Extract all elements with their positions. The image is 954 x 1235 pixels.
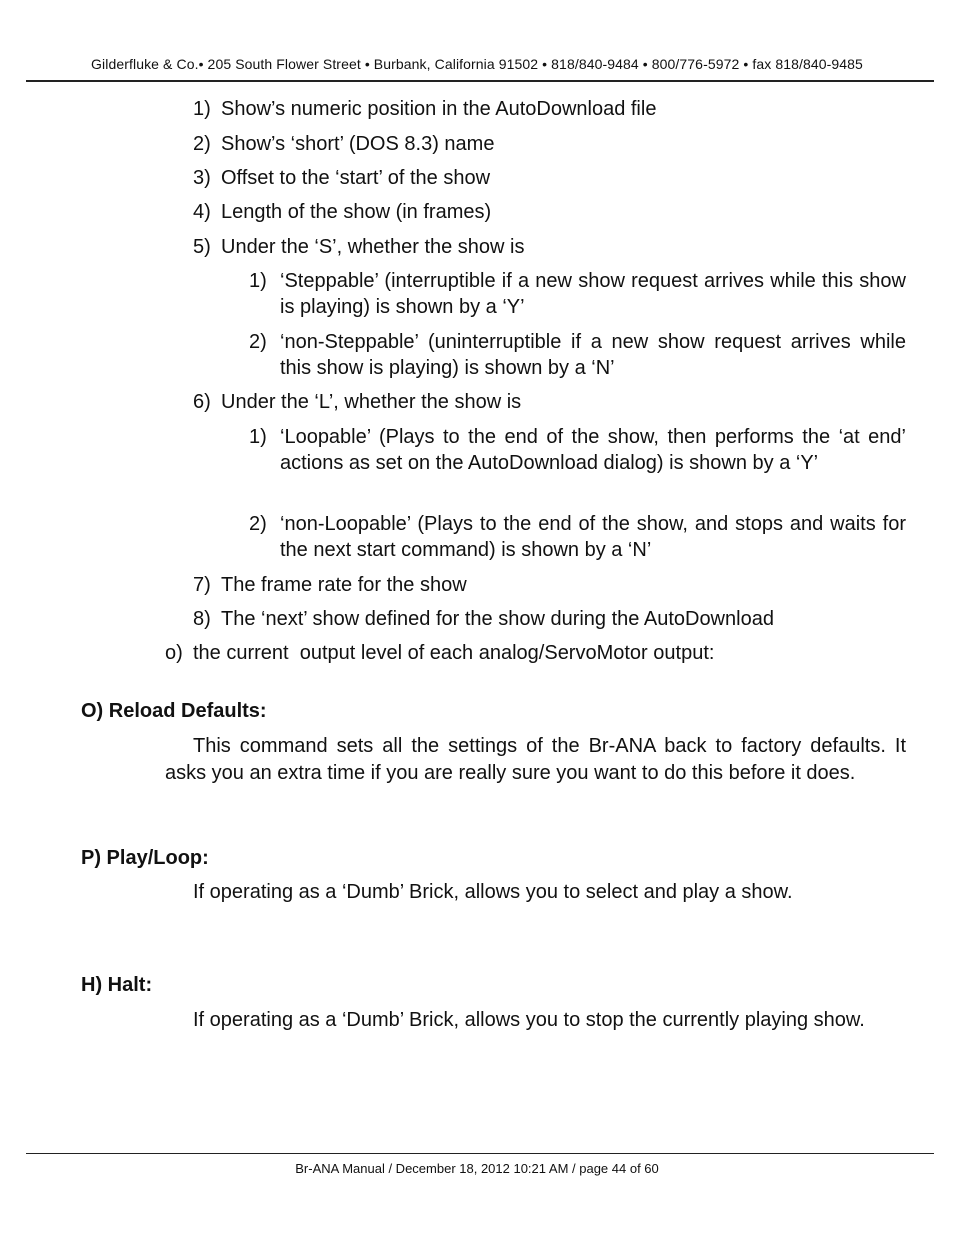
section-heading-reload-defaults: O) Reload Defaults: — [81, 700, 267, 722]
header-rule — [26, 80, 934, 82]
list-text: Under the ‘L’, whether the show is — [221, 391, 522, 413]
page-footer: Br-ANA Manual / December 18, 2012 10:21 AM / page 44 of 60 — [295, 1161, 659, 1176]
section-heading-halt: H) Halt: — [81, 974, 153, 996]
list-text: Length of the show (in frames) — [221, 201, 492, 223]
sub-list-number: 1) — [249, 426, 267, 448]
list-number: 5) — [193, 236, 211, 258]
list-text: The frame rate for the show — [221, 574, 467, 596]
page-header: Gilderfluke & Co.• 205 South Flower Street • Burbank, California 91502 • 818/840-9484 • 800/776-5972 • fax 818/840-9485 — [91, 56, 863, 72]
sub-list-text: ‘Loopable’ (Plays to the end of the show, then performs the ‘at end’ actions as set on the AutoDownload dialog) is shown by a ‘Y’ — [280, 426, 906, 474]
footer-rule — [26, 1153, 934, 1154]
list-text: The ‘next’ show defined for the show during the AutoDownload — [221, 608, 774, 630]
list-text: Offset to the ‘start’ of the show — [221, 167, 491, 189]
list-number: 4) — [193, 201, 211, 223]
list-number: 7) — [193, 574, 211, 596]
list-text: Show’s ‘short’ (DOS 8.3) name — [221, 133, 495, 155]
sub-list-number: 1) — [249, 270, 267, 292]
section-heading-play-loop: P) Play/Loop: — [81, 847, 209, 869]
list-number: 8) — [193, 608, 211, 630]
sub-list-text: ‘Steppable’ (interruptible if a new show request arrives while this show is playing) is shown by a ‘Y’ — [280, 270, 906, 318]
sub-list-number: 2) — [249, 331, 267, 353]
list-text: Under the ‘S’, whether the show is — [221, 236, 525, 258]
list-letter: o) — [165, 642, 183, 664]
sub-list-text: ‘non-Loopable’ (Plays to the end of the show, and stops and waits for the next start command) is shown by a ‘N’ — [280, 513, 906, 561]
list-number: 6) — [193, 391, 211, 413]
section-body-reload-defaults: This command sets all the settings of the Br-ANA back to factory defaults. It asks you an extra time if you are really sure you want to do this before it does. — [165, 735, 906, 784]
section-body-halt: If operating as a ‘Dumb’ Brick, allows you to stop the currently playing show. — [193, 1009, 865, 1031]
list-text: the current output level of each analog/ServoMotor output: — [193, 642, 715, 664]
list-text: Show’s numeric position in the AutoDownload file — [221, 98, 657, 120]
list-number: 1) — [193, 98, 211, 120]
list-number: 2) — [193, 133, 211, 155]
list-number: 3) — [193, 167, 211, 189]
sub-list-text: ‘non-Steppable’ (uninterruptible if a new show request arrives while this show is playing) is shown by a ‘N’ — [280, 331, 906, 379]
sub-list-number: 2) — [249, 513, 267, 535]
section-body-play-loop: If operating as a ‘Dumb’ Brick, allows you to select and play a show. — [193, 881, 793, 903]
